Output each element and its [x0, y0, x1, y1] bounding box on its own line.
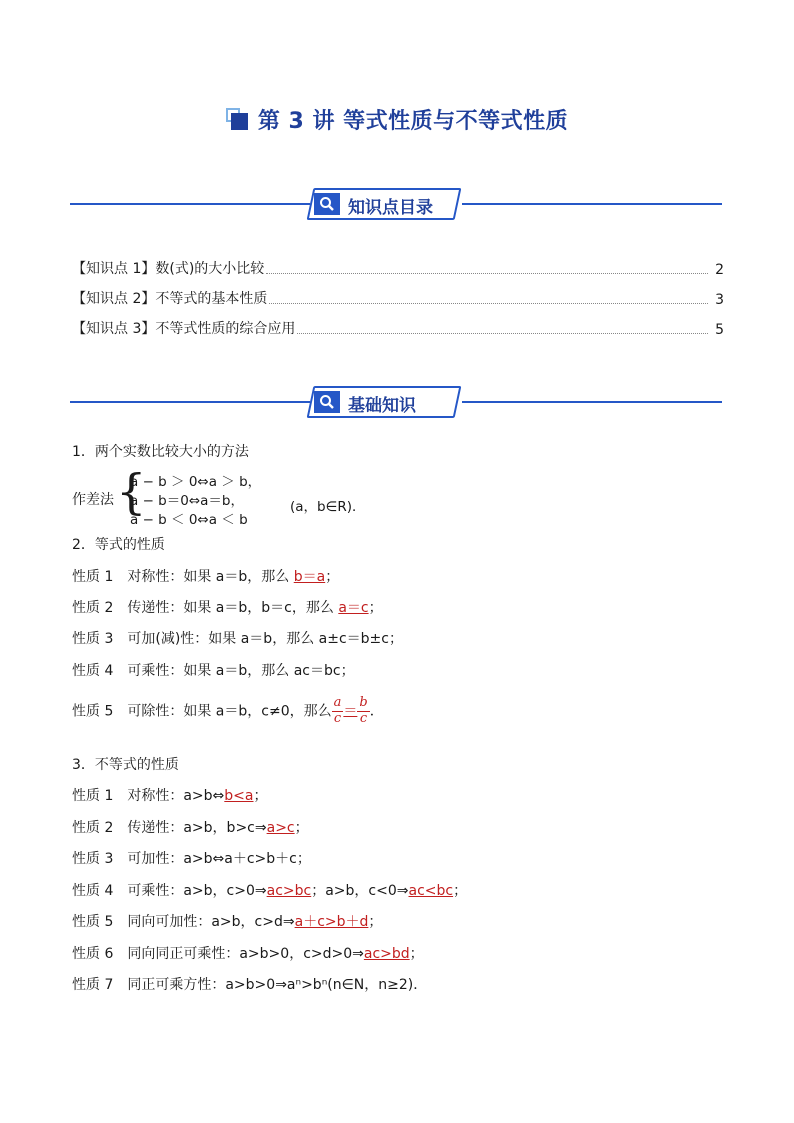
answer: ac<bc	[408, 883, 454, 899]
answer: ac>bd	[363, 946, 410, 962]
compare-lead: 作差法	[72, 492, 114, 508]
search-icon	[314, 391, 340, 413]
case-2: a − b＝0⇔a＝b，	[130, 493, 244, 509]
fraction-a-over-c: $\frac{a}{c}$	[333, 695, 342, 726]
answer: ac>bc	[266, 883, 312, 899]
fraction-b-over-c: $\frac{b}{c}$	[359, 695, 368, 726]
toc-page: 3	[715, 292, 724, 308]
toc-page: 2	[715, 262, 724, 278]
answer: b<a	[224, 788, 254, 804]
ineq-property-5: 性质 5 同向可加性：a>b，c>d⇒a＋c>b＋d；	[72, 914, 383, 930]
answer: a＝c	[338, 600, 369, 616]
toc-text: 【知识点 1】数(式)的大小比较	[72, 261, 265, 277]
compare-heading: 1．两个实数比较大小的方法	[72, 444, 249, 460]
toc-text: 【知识点 3】不等式性质的综合应用	[72, 321, 296, 337]
eq-property-2: 性质 2 传递性：如果 a＝b，b＝c，那么 a＝c；	[72, 600, 383, 616]
toc-page: 5	[715, 322, 724, 338]
eq-heading: 2．等式的性质	[72, 537, 165, 553]
page-title-text: 第 3 讲 等式性质与不等式性质	[257, 109, 569, 134]
section-header-toc	[70, 186, 722, 226]
section-header-basics	[70, 384, 722, 424]
divider-right	[462, 401, 722, 403]
divider-left	[70, 401, 310, 403]
ineq-property-6: 性质 6 同向同正可乘性：a>b>0，c>d>0⇒ac>bd；	[72, 946, 424, 962]
ineq-property-1: 性质 1 对称性：a>b⇔b<a；	[72, 788, 268, 804]
case-3: a − b ＜ 0⇔a ＜ b	[130, 512, 248, 528]
section-label: 知识点目录	[348, 198, 433, 218]
toc-item-2[interactable]	[72, 288, 724, 308]
compare-condition: (a，b∈R)．	[290, 499, 366, 515]
eq-property-5: 性质 5 可除性：如果 a＝b，c≠0，那么 $\frac{a}{c}$ ＝ $\frac{b}{c}$ ．	[72, 695, 384, 726]
eq-property-1: 性质 1 对称性：如果 a＝b，那么 b＝a；	[72, 569, 340, 585]
ineq-property-4: 性质 4 可乘性：a>b，c>0⇒ac>bc；a>b，c<0⇒ac<bc；	[72, 883, 468, 899]
answer: a＋c>b＋d	[294, 914, 369, 930]
answer: a>c	[266, 820, 295, 836]
page-title	[0, 104, 794, 135]
ineq-property-3: 性质 3 可加性：a>b⇔a＋c>b＋c；	[72, 851, 311, 867]
answer: b＝a	[293, 569, 326, 585]
search-icon	[314, 193, 340, 215]
eq-property-3: 性质 3 可加(减)性：如果 a＝b，那么 a±c＝b±c；	[72, 631, 403, 647]
toc-item-3[interactable]	[72, 318, 724, 338]
ineq-property-7: 性质 7 同正可乘方性：a>b>0⇒aⁿ>bⁿ(n∈N，n≥2)．	[72, 977, 428, 993]
case-1: a − b ＞ 0⇔a ＞ b，	[130, 474, 262, 490]
section-label: 基础知识	[348, 396, 416, 416]
toc-text: 【知识点 2】不等式的基本性质	[72, 291, 268, 307]
title-square-icon	[226, 108, 252, 130]
brace: {	[116, 464, 147, 520]
ineq-heading: 3．不等式的性质	[72, 757, 179, 773]
ineq-property-2: 性质 2 传递性：a>b，b>c⇒a>c；	[72, 820, 309, 836]
divider-left	[70, 203, 310, 205]
toc-item-1[interactable]	[72, 258, 724, 278]
divider-right	[462, 203, 722, 205]
eq-property-4: 性质 4 可乘性：如果 a＝b，那么 ac＝bc；	[72, 663, 355, 679]
